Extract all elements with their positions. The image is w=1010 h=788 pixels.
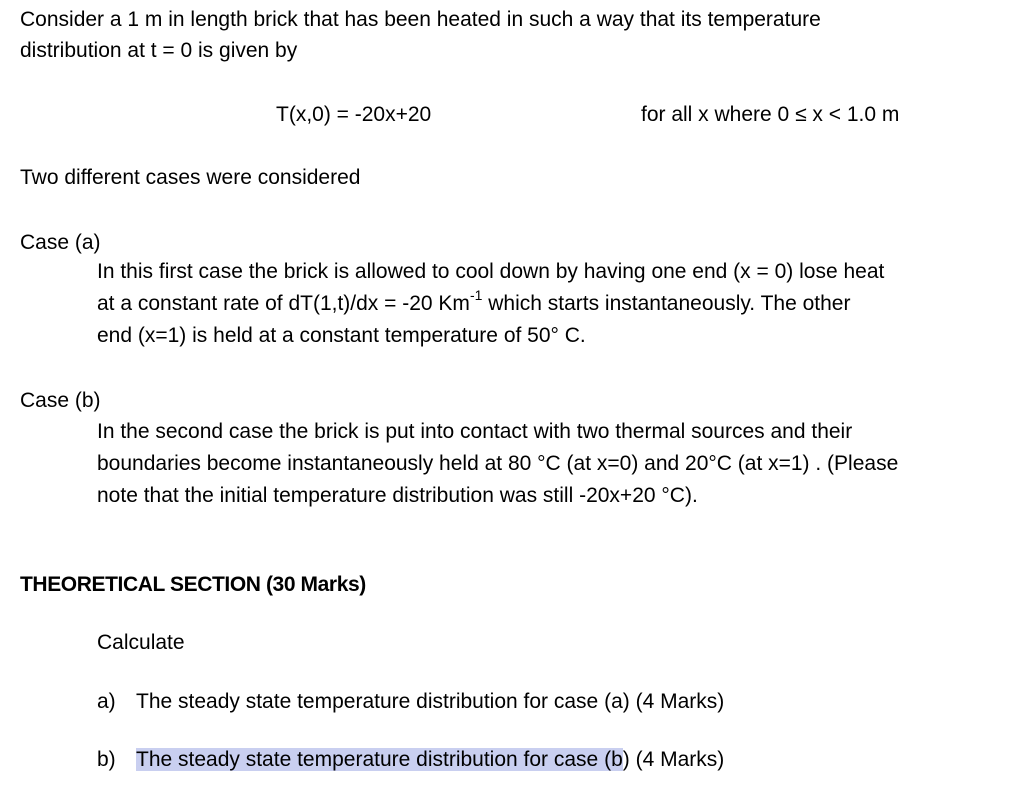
case-a-line-3: end (x=1) is held at a constant temperature of 50° C. — [97, 324, 586, 347]
equation-condition: for all x where 0 ≤ x < 1.0 m — [641, 103, 900, 126]
case-a-line-2-pre: at a constant rate of dT(1,t)/dx = -20 Km — [97, 292, 470, 315]
case-b-label: Case (b) — [20, 389, 101, 412]
case-a-line-2-post: which starts instantaneously. The other — [482, 292, 851, 315]
case-a-line-1: In this first case the brick is allowed to cool down by having one end (x = 0) lose heat — [97, 260, 885, 283]
case-a-exponent: -1 — [469, 287, 483, 303]
case-a-line-2 — [97, 288, 997, 320]
case-a-body — [97, 256, 997, 352]
question-a — [97, 686, 724, 717]
calculate-label: Calculate — [97, 631, 185, 654]
case-b-line-1: In the second case the brick is put into contact with two thermal sources and their — [97, 420, 853, 443]
cases-intro: Two different cases were considered — [20, 166, 361, 189]
equation-expression: T(x,0) = -20x+20 — [276, 103, 432, 126]
question-b — [97, 744, 724, 775]
question-b-marker: b) — [97, 748, 116, 771]
case-a-label: Case (a) — [20, 231, 101, 254]
question-b-selected-text[interactable]: The steady state temperature distribution for case (b — [136, 748, 623, 771]
intro-line-1: Consider a 1 m in length brick that has been heated in such a way that its temperature — [20, 8, 821, 31]
case-b-line-2: boundaries become instantaneously held at 80 °C (at x=0) and 20°C (at x=1) . (Please — [97, 452, 899, 475]
question-a-marker: a) — [97, 690, 116, 713]
case-b-body — [97, 416, 997, 512]
section-heading: THEORETICAL SECTION (30 Marks) — [20, 573, 366, 596]
question-a-text: The steady state temperature distribution for case (a) (4 Marks) — [136, 690, 725, 713]
question-b-rest: ) (4 Marks) — [622, 748, 725, 771]
case-b-line-3: note that the initial temperature distribution was still -20x+20 °C). — [97, 484, 698, 507]
intro-line-2: distribution at t = 0 is given by — [20, 39, 298, 62]
